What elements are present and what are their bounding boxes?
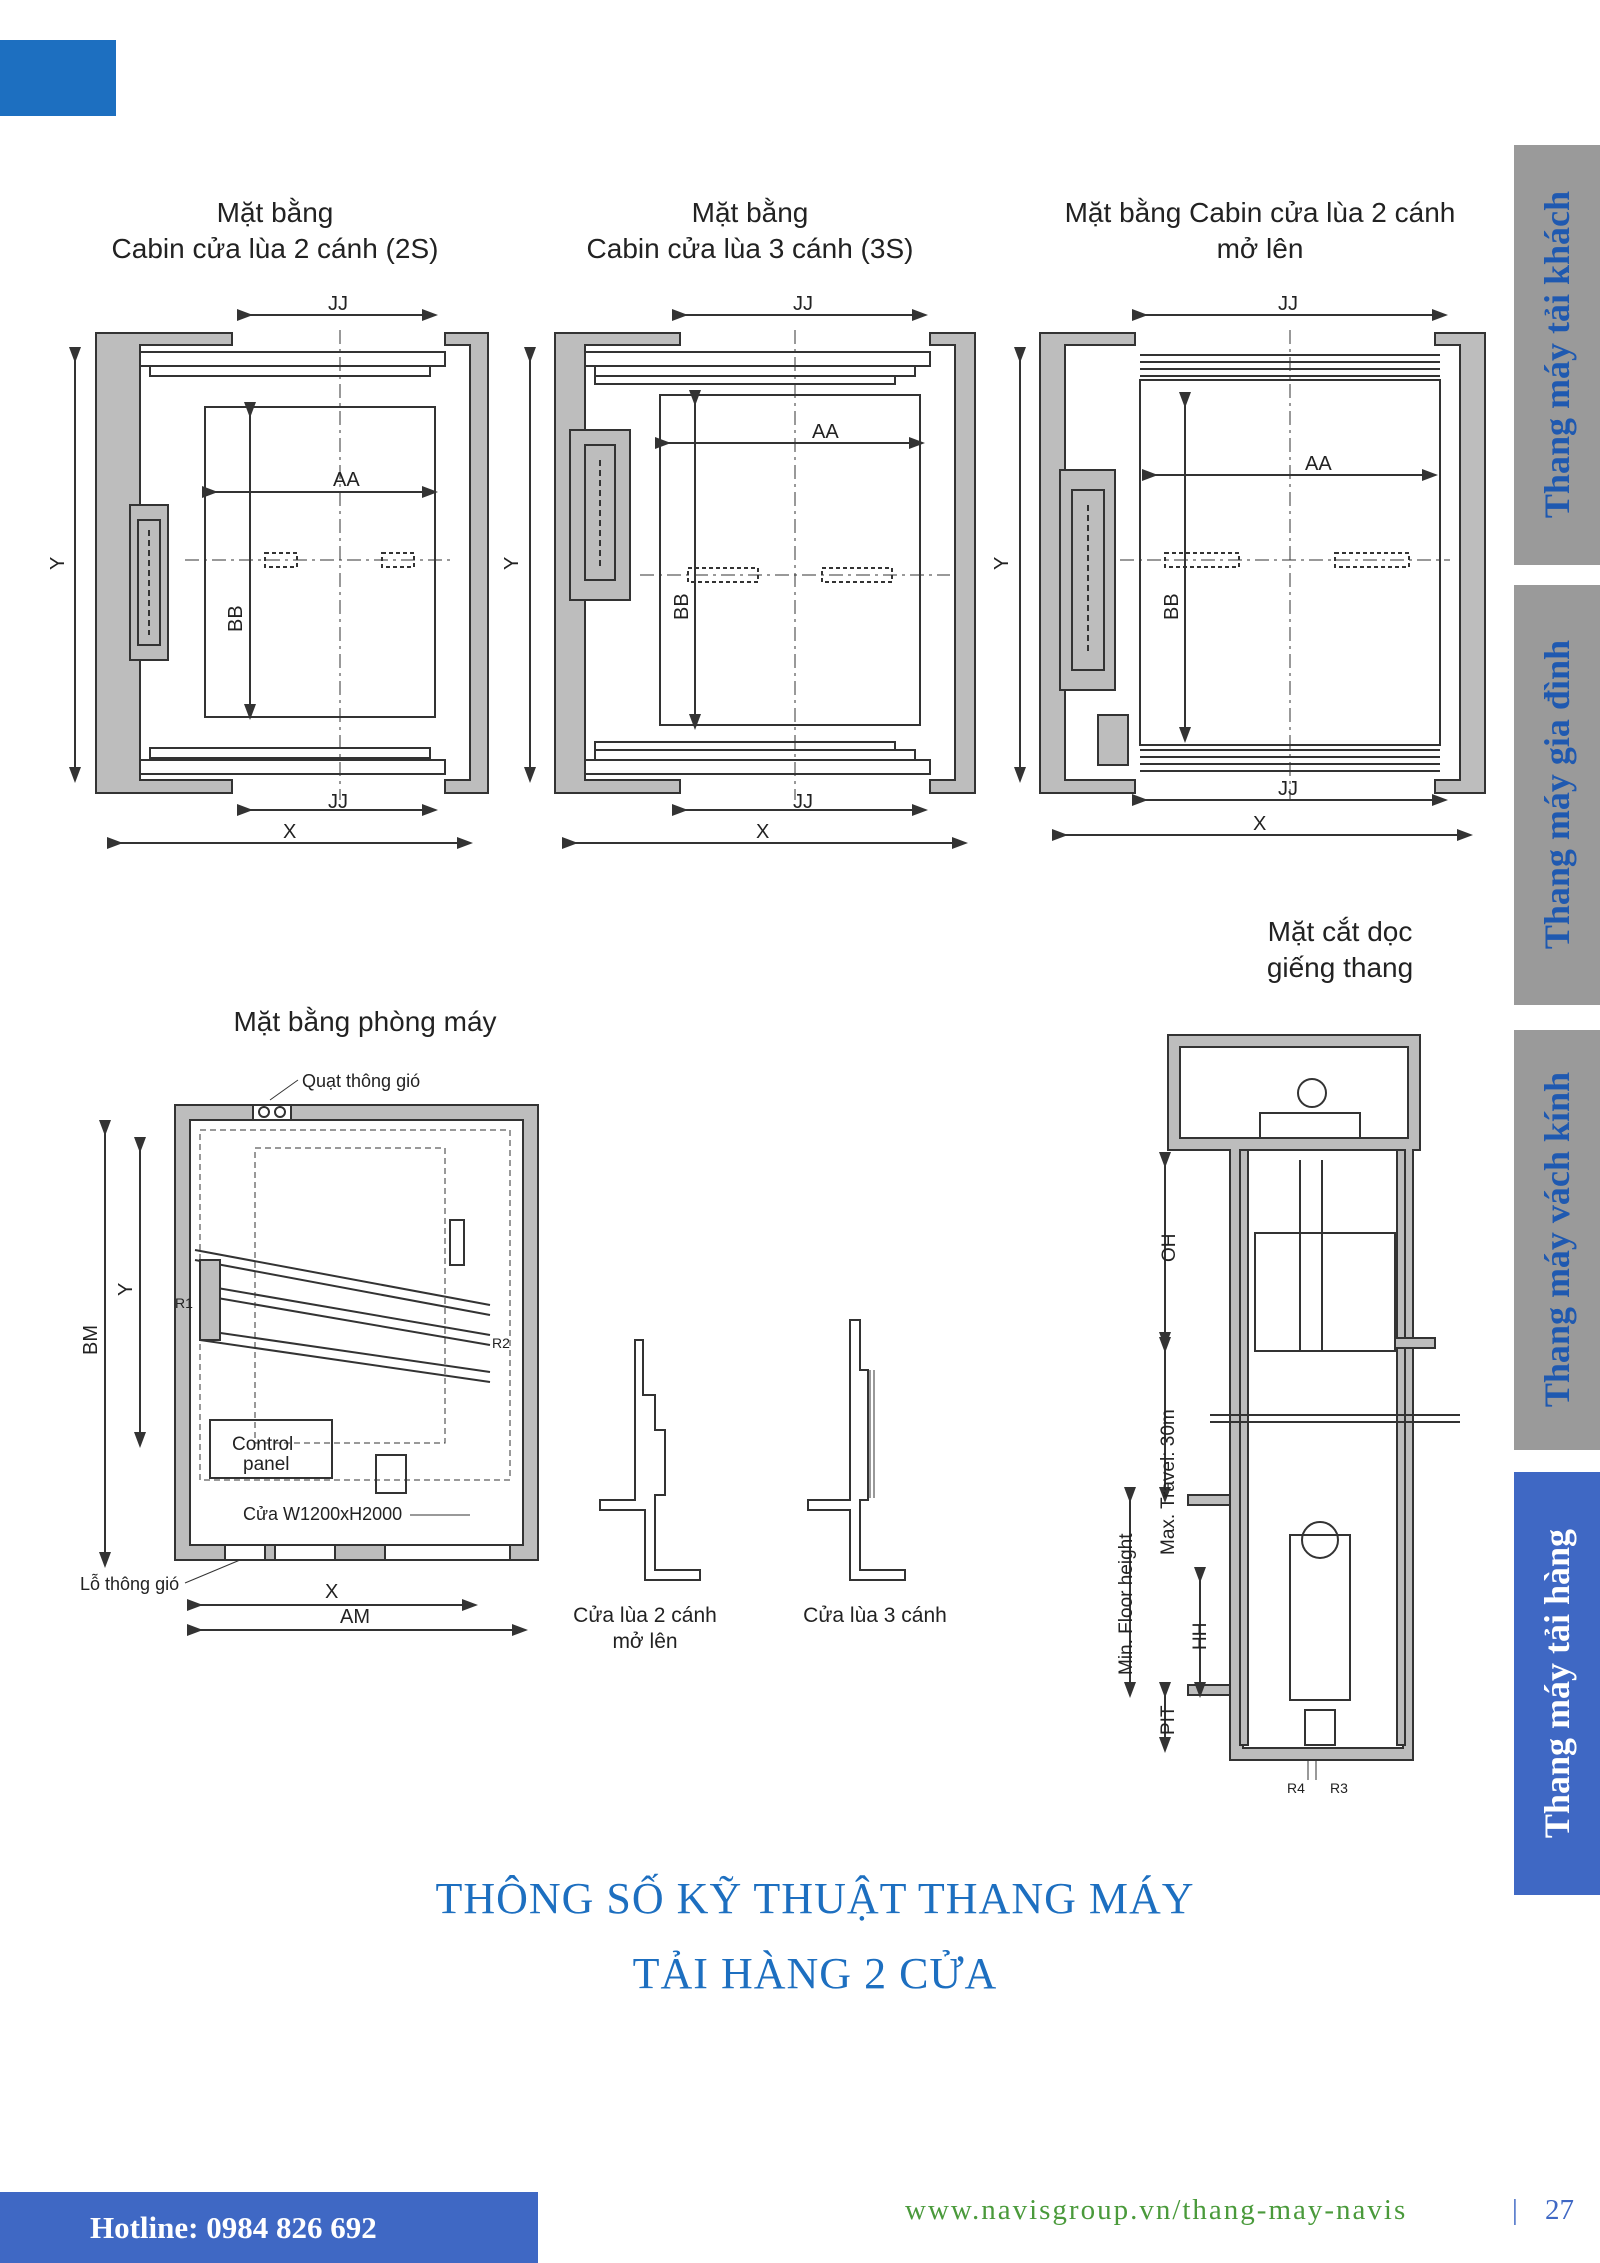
- label-x: X: [1253, 813, 1267, 835]
- label-y: Y: [991, 556, 1013, 570]
- label-aa: AA: [1305, 453, 1332, 475]
- label-jj: JJ: [793, 791, 813, 813]
- tab-label: Thang máy tải khách: [1537, 191, 1577, 519]
- label-floor-height: Min. Floor height: [1116, 1533, 1137, 1675]
- label-jj: JJ: [328, 293, 348, 315]
- label-jj: JJ: [328, 791, 348, 813]
- label-y: Y: [501, 556, 523, 570]
- label-r4: R4: [1287, 1780, 1305, 1796]
- label-bb: BB: [225, 605, 247, 632]
- label-r1: R1: [175, 1295, 193, 1311]
- label-hh: HH: [1190, 1622, 1211, 1650]
- caption-machine-room: Mặt bằng phòng máy: [233, 1006, 497, 1037]
- spec-title-line2: TẢI HÀNG 2 CỬA: [632, 1949, 998, 1998]
- label-x: X: [283, 821, 297, 843]
- label-jj: JJ: [793, 293, 813, 315]
- plan-3s-drawing: [530, 315, 975, 843]
- plan-up-drawing: [1020, 315, 1485, 835]
- label-bm: BM: [80, 1325, 102, 1355]
- footer-separator: |: [1512, 2194, 1518, 2226]
- machine-room-drawing: [105, 1080, 538, 1630]
- label-fan: Quạt thông gió: [302, 1071, 421, 1091]
- caption-door-2up: Cửa lùa 2 cánh mở lên: [573, 1604, 717, 1653]
- tab-label: Thang máy gia đình: [1537, 640, 1577, 950]
- label-r2: R2: [492, 1335, 510, 1351]
- label-jj: JJ: [1278, 778, 1298, 800]
- label-y: Y: [115, 1282, 137, 1296]
- page-number: 27: [1545, 2194, 1574, 2226]
- caption-section: Mặt cắt dọc giếng thang: [1266, 916, 1414, 983]
- shaft-section-drawing: [1130, 1035, 1460, 1780]
- plan-2s-drawing: [75, 315, 488, 843]
- label-pit: PIT: [1158, 1705, 1179, 1735]
- caption-plan-2s: Mặt bằng Cabin cửa lùa 2 cánh (2S): [111, 197, 439, 264]
- label-x: X: [325, 1581, 339, 1603]
- label-jj: JJ: [1278, 293, 1298, 315]
- door-sections-drawing: [600, 1320, 905, 1580]
- label-r3: R3: [1330, 1780, 1348, 1796]
- label-bb: BB: [671, 593, 693, 620]
- hotline-bar: [0, 2192, 538, 2263]
- caption-door-3: Cửa lùa 3 cánh: [803, 1604, 947, 1627]
- spec-title-line1: THÔNG SỐ KỸ THUẬT THANG MÁY: [435, 1874, 1195, 1923]
- label-panel: panel: [243, 1454, 290, 1475]
- tab-label: Thang máy tải hàng: [1537, 1528, 1577, 1839]
- label-am: AM: [340, 1606, 370, 1628]
- website-link[interactable]: www.navisgroup.vn/thang-may-navis: [905, 2194, 1408, 2226]
- label-aa: AA: [812, 421, 839, 443]
- label-travel: Max. Travel: 30m: [1158, 1409, 1179, 1555]
- label-vent-hole: Lỗ thông gió: [80, 1574, 180, 1594]
- label-bb: BB: [1161, 593, 1183, 620]
- tab-label: Thang máy vách kính: [1537, 1072, 1577, 1408]
- label-door-size: Cửa W1200xH2000: [243, 1504, 403, 1524]
- label-control: Control: [232, 1434, 294, 1455]
- hotline-text[interactable]: Hotline: 0984 826 692: [90, 2209, 377, 2245]
- label-oh: OH: [1159, 1233, 1180, 1262]
- label-y: Y: [47, 556, 69, 570]
- label-aa: AA: [333, 469, 360, 491]
- label-x: X: [756, 821, 770, 843]
- caption-plan-up: Mặt bằng Cabin cửa lùa 2 cánh mở lên: [1064, 197, 1456, 264]
- caption-plan-3s: Mặt bằng Cabin cửa lùa 3 cánh (3S): [586, 197, 914, 264]
